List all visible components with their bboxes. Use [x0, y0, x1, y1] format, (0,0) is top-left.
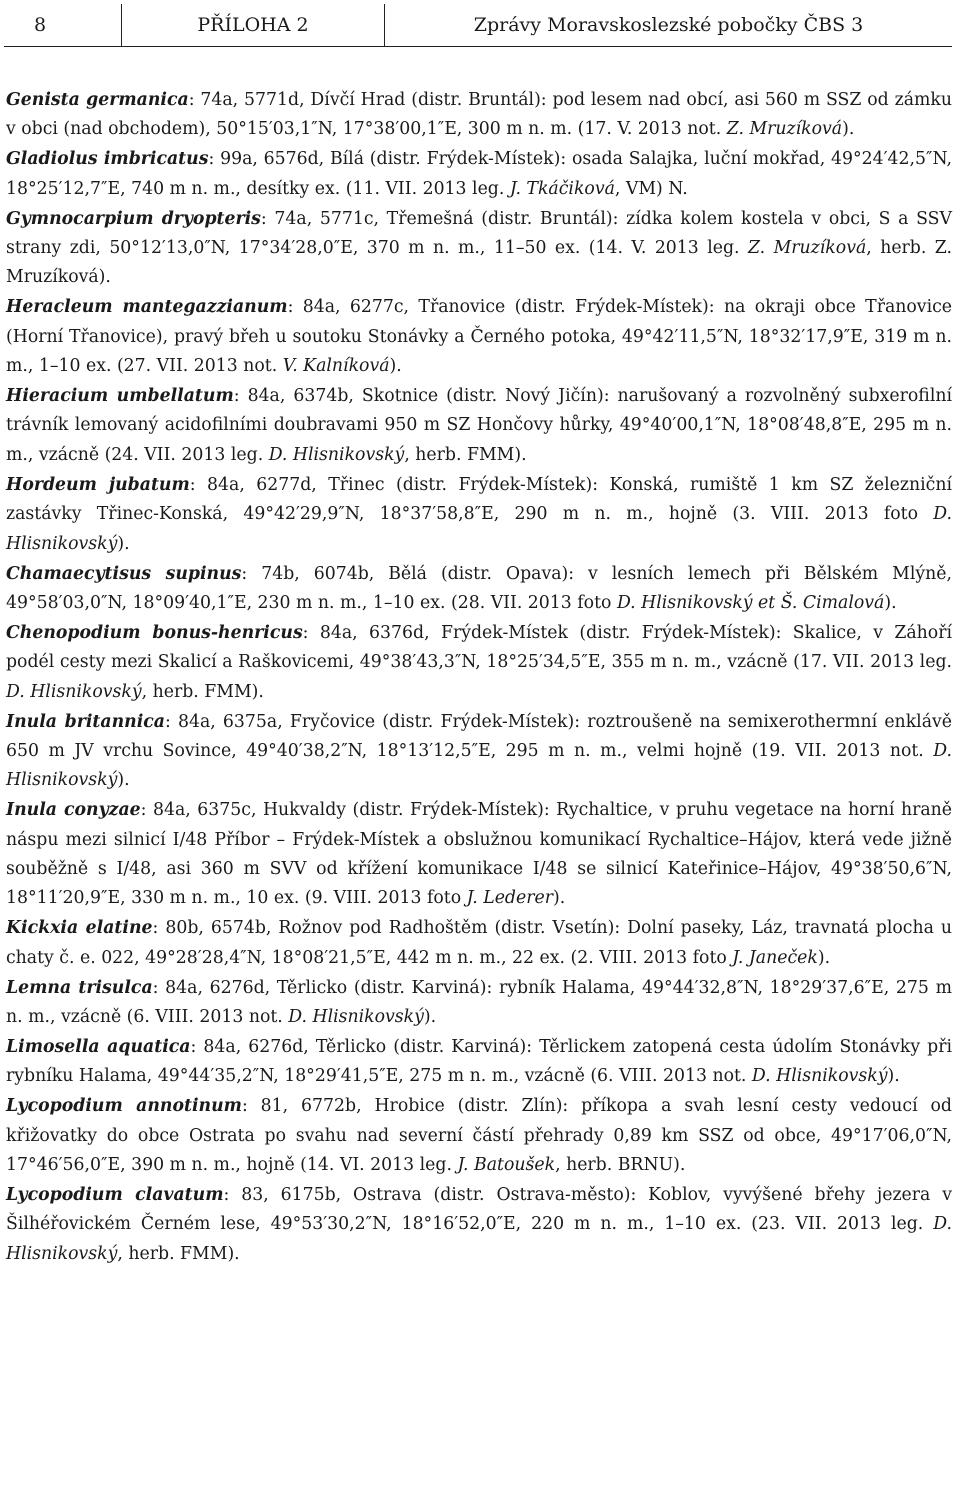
species-name: Inula britannica	[6, 711, 165, 732]
species-entry	[6, 914, 952, 973]
species-entry	[6, 145, 952, 204]
recorder: J. Janeček	[732, 947, 818, 968]
entry-details: : 84a, 6375c, Hukvaldy (distr. Frýdek-Místek): Rychaltice, v pruhu vegetace na horní hraně náspu mezi silnicí I/48 Příbor – Frýdek-Místek a obslužnou komunikací Rychaltice–Hájov, která vede jižně souběžně s I/48, asi 360 m SVV od křížení komunikace I/48 se silnicí Kateřinice–Hájov, 49°38′50,6″N, 18°11′20,9″E, 330 m n. m., 10 ex. (9. VIII. 2013 foto	[6, 800, 952, 909]
entry-tail: ).	[817, 947, 831, 968]
entry-tail: ).	[117, 533, 130, 554]
species-entry	[6, 796, 952, 914]
entry-tail: , VM) N.	[614, 178, 688, 199]
species-name: Lemna trisulca	[6, 977, 153, 998]
species-entry	[6, 1033, 952, 1092]
species-entry	[6, 382, 952, 470]
species-entry	[6, 1181, 952, 1269]
species-entry	[6, 293, 952, 381]
species-name: Hordeum jubatum	[6, 474, 190, 495]
entry-details: : 84a, 6276d, Těrlicko (distr. Karviná): rybník Halama, 49°44′32,8″N, 18°29′37,6″E, 275 m n. m., vzácně (6. VIII. 2013 not.	[6, 977, 952, 1028]
entry-tail: ).	[389, 356, 402, 377]
entry-tail: ).	[887, 1066, 900, 1087]
entry-details: : 74a, 5771c, Třemešná (distr. Bruntál): zídka kolem kostela v obci, S a SSV strany zdi, 50°12′13,0″N, 17°34′28,0″E, 370 m n. m., 11–50 ex. (14. V. 2013 leg.	[6, 208, 952, 259]
species-name: Inula conyzae	[6, 800, 141, 821]
species-name: Kickxia elatine	[6, 918, 153, 939]
entry-details: : 84a, 6276d, Těrlicko (distr. Karviná): Těrlickem zatopená cesta údolím Stonávky při rybníku Halama, 49°44′35,2″N, 18°29′41,5″E, 275 m n. m., vzácně (6. VIII. 2013 not.	[6, 1037, 953, 1087]
entry-tail: ).	[552, 888, 566, 909]
recorder: D. Hlisnikovský	[268, 444, 405, 465]
recorder: Z. Mruzíková	[747, 238, 867, 259]
entry-tail: ).	[117, 770, 130, 791]
entry-tail: , herb. FMM).	[117, 1243, 240, 1264]
recorder: D. Hlisnikovský	[751, 1066, 888, 1087]
species-entry	[6, 619, 952, 707]
entry-details: : 99a, 6576d, Bílá (distr. Frýdek-Místek): osada Salajka, luční mokřad, 49°24′42,5″N, 18°25′12,7″E, 740 m n. m., desítky ex. (11. VII. 2013 leg.	[6, 149, 953, 199]
species-name: Chenopodium bonus-henricus	[6, 622, 303, 643]
page-number: 8	[4, 4, 122, 46]
species-entry	[6, 974, 952, 1033]
species-records	[6, 86, 952, 1270]
species-name: Lycopodium annotinum	[6, 1096, 242, 1117]
recorder: D. Hlisnikovský et Š. Cimalová	[616, 592, 885, 613]
entry-tail: ).	[423, 1007, 437, 1028]
recorder: V. Kalníková	[282, 356, 390, 377]
entry-details: : 83, 6175b, Ostrava (distr. Ostrava-město): Koblov, vyvýšené břehy jezera v Šilhéřovickém Černém lese, 49°53′30,2″N, 18°16′52,0″E, 220 m n. m., 1–10 ex. (23. VII. 2013 leg.	[6, 1185, 953, 1235]
recorder: D. Hlisnikovský	[6, 740, 952, 791]
entry-details: : 84a, 6376d, Frýdek-Místek (distr. Frýdek-Místek): Skalice, v Záhoří podél cesty mezi Skalicí a Raškovicemi, 49°38′43,3″N, 18°25′34,5″E, 355 m n. m., vzácně (17. VII. 2013 leg.	[6, 622, 952, 673]
species-entry	[6, 86, 952, 145]
entry-details: : 84a, 6277c, Třanovice (distr. Frýdek-Místek): na okraji obce Třanovice (Horní Třanovice), pravý břeh u soutoku Stonávky a Černého potoka, 49°42′11,5″N, 18°32′17,9″E, 319 m n. m., 1–10 ex. (27. VII. 2013 not.	[6, 297, 952, 377]
species-name: Chamaecytisus supinus	[6, 563, 242, 584]
entry-details: : 81, 6772b, Hrobice (distr. Zlín): příkopa a svah lesní cesty vedoucí od křižovatky do obce Ostrata po svahu nad severní částí přehrady 0,89 km SSZ od obce, 49°17′06,0″N, 17°46′56,0″E, 390 m n. m., hojně (14. VI. 2013 leg.	[6, 1096, 952, 1176]
species-entry	[6, 708, 952, 796]
recorder: D. Hlisnikovský	[6, 681, 142, 702]
page-header	[4, 4, 952, 47]
entry-details: : 74b, 6074b, Bělá (distr. Opava): v lesních lemech při Bělském Mlýně, 49°58′03,0″N, 18°09′40,1″E, 230 m n. m., 1–10 ex. (28. VII. 2013 foto	[6, 563, 952, 613]
species-name: Limosella aquatica	[6, 1037, 191, 1057]
section-label: PŘÍLOHA 2	[122, 4, 385, 46]
recorder: J. Lederer	[466, 888, 553, 909]
species-entry	[6, 471, 952, 559]
species-entry	[6, 1092, 952, 1180]
recorder: D. Hlisnikovský	[6, 1214, 952, 1264]
recorder: D. Hlisnikovský	[6, 504, 952, 554]
species-name: Genista germanica	[6, 90, 189, 110]
entry-tail: , herb. Z. Mruzíková).	[6, 238, 952, 288]
species-entry	[6, 205, 952, 293]
journal-title: Zprávy Moravskoslezské pobočky ČBS 3	[473, 14, 864, 36]
entry-details: : 74a, 5771d, Dívčí Hrad (distr. Bruntál): pod lesem nad obcí, asi 560 m SSZ od zámku v obci (nad obchodem), 50°15′03,1″N, 17°38′00,1″E, 300 m n. m. (17. V. 2013 not.	[6, 90, 952, 140]
recorder: D. Hlisnikovský	[288, 1007, 424, 1028]
species-name: Lycopodium clavatum	[6, 1185, 224, 1206]
recorder: J. Batoušek	[457, 1155, 556, 1176]
entry-details: : 80b, 6574b, Rožnov pod Radhoštěm (distr. Vsetín): Dolní paseky, Láz, travnatá plocha u chaty č. e. 022, 49°28′28,4″N, 18°08′21,5″E, 442 m n. m., 22 ex. (2. VIII. 2013 foto	[6, 918, 952, 968]
species-name: Gladiolus imbricatus	[6, 149, 209, 170]
recorder: J. Tkáčiková	[509, 178, 615, 199]
species-name: Hieracium umbellatum	[6, 386, 234, 407]
entry-tail: ).	[842, 119, 855, 140]
entry-details: : 84a, 6374b, Skotnice (distr. Nový Jičín): narušovaný a rozvolněný subxerofilní trávník lemovaný acidofilními doubravami 950 m SZ Hončovy hůrky, 49°40′00,1″N, 18°08′48,8″E, 295 m n. m., vzácně (24. VII. 2013 leg.	[6, 386, 953, 465]
entry-tail: , herb. FMM).	[404, 444, 527, 465]
entry-tail: , herb. FMM).	[141, 681, 264, 702]
entry-details: : 84a, 6375a, Fryčovice (distr. Frýdek-Místek): roztroušeně na semixerothermní enklávě 650 m JV vrchu Sovince, 49°40′38,2″N, 18°13′12,5″E, 295 m n. m., velmi hojně (19. VII. 2013 not.	[6, 711, 952, 761]
entry-details: : 84a, 6277d, Třinec (distr. Frýdek-Místek): Konská, rumiště 1 km SZ železniční zastávky Třinec-Konská, 49°42′29,9″N, 18°37′58,8″E, 290 m n. m., hojně (3. VIII. 2013 foto	[6, 474, 952, 525]
species-entry	[6, 560, 952, 619]
entry-tail: , herb. BRNU).	[555, 1155, 686, 1176]
entry-tail: ).	[884, 592, 897, 613]
species-name: Gymnocarpium dryopteris	[6, 208, 261, 229]
species-name: Heracleum mantegazzianum	[6, 297, 288, 318]
recorder: Z. Mruzíková	[726, 119, 843, 140]
